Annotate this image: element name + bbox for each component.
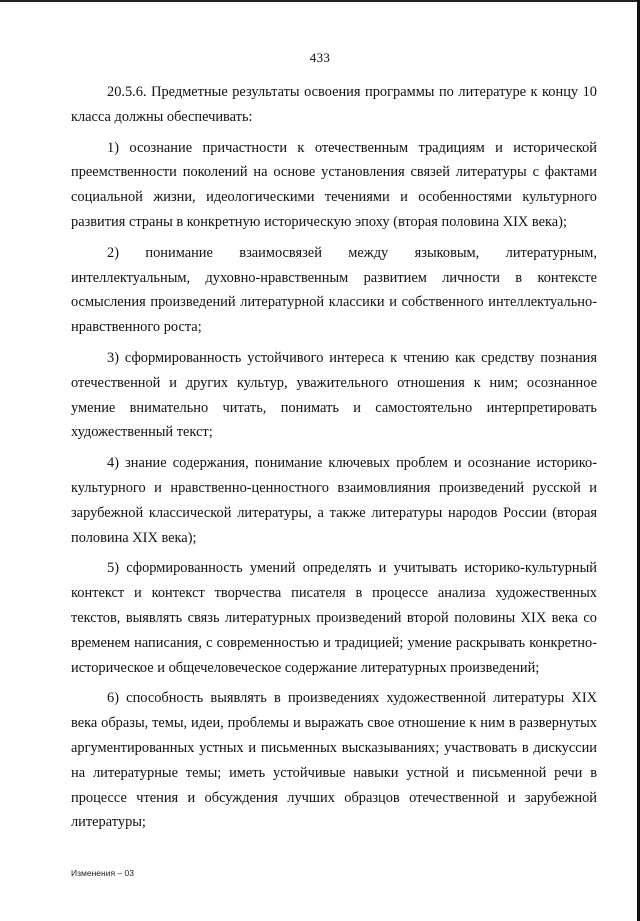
list-item-3: 3) сформированность устойчивого интереса к чтению как средству познания отечественной и других культур, уважительного отношения к ним; осознанное умение внимательно читать, понимать и самостоятельно интерпретировать художественный текст;: [71, 349, 597, 441]
revision-footer: Изменения – 03: [71, 868, 134, 878]
list-item-6: 6) способность выявлять в произведениях художественной литературы XIX века образы, темы, идеи, проблемы и выражать свое отношение к ним в развернутых аргументированных устных и письменных высказываниях; участвовать в дискуссии на литературные темы; иметь устойчивые навыки устной и письменной речи в процессе чтения и обсуждения лучших образцов отечественной и зарубежной литературы;: [71, 690, 597, 831]
list-item-2: 2) понимание взаимосвязей между языковым, литературным, интеллектуальным, духовно-нравственным развитием личности в контексте осмысления произведений литературной классики и собственного интеллектуально-нравственного роста;: [71, 244, 597, 336]
list-item-5: 5) сформированность умений определять и учитывать историко-культурный контекст и контекст творчества писателя в процессе анализа художественных текстов, выявлять связь литературных произведений второй половины XIX века со временем написания, с современностью и традицией; умение раскрывать конкретно-историческое и общечеловеческое содержание литературных произведений;: [71, 560, 597, 676]
list-item-1: 1) осознание причастности к отечественным традициям и исторической преемственности поколений на основе установления связей литературы с фактами социальной жизни, идеологическими течениями и особенностями культурного развития страны в конкретную историческую эпоху (вторая половина XIX века);: [71, 139, 597, 230]
page-number: 433: [309, 50, 331, 65]
document-body: [71, 80, 597, 841]
page-top-edge: [0, 0, 640, 2]
list-item-4: 4) знание содержания, понимание ключевых проблем и осознание историко-культурного и нравственно-ценностного взаимовлияния произведений русской и зарубежной классической литературы, а также литературы народов России (вторая половина XIX века);: [71, 455, 597, 546]
section-heading-paragraph: 20.5.6. Предметные результаты освоения программы по литературе к концу 10 класса должны обеспечивать:: [71, 84, 597, 125]
